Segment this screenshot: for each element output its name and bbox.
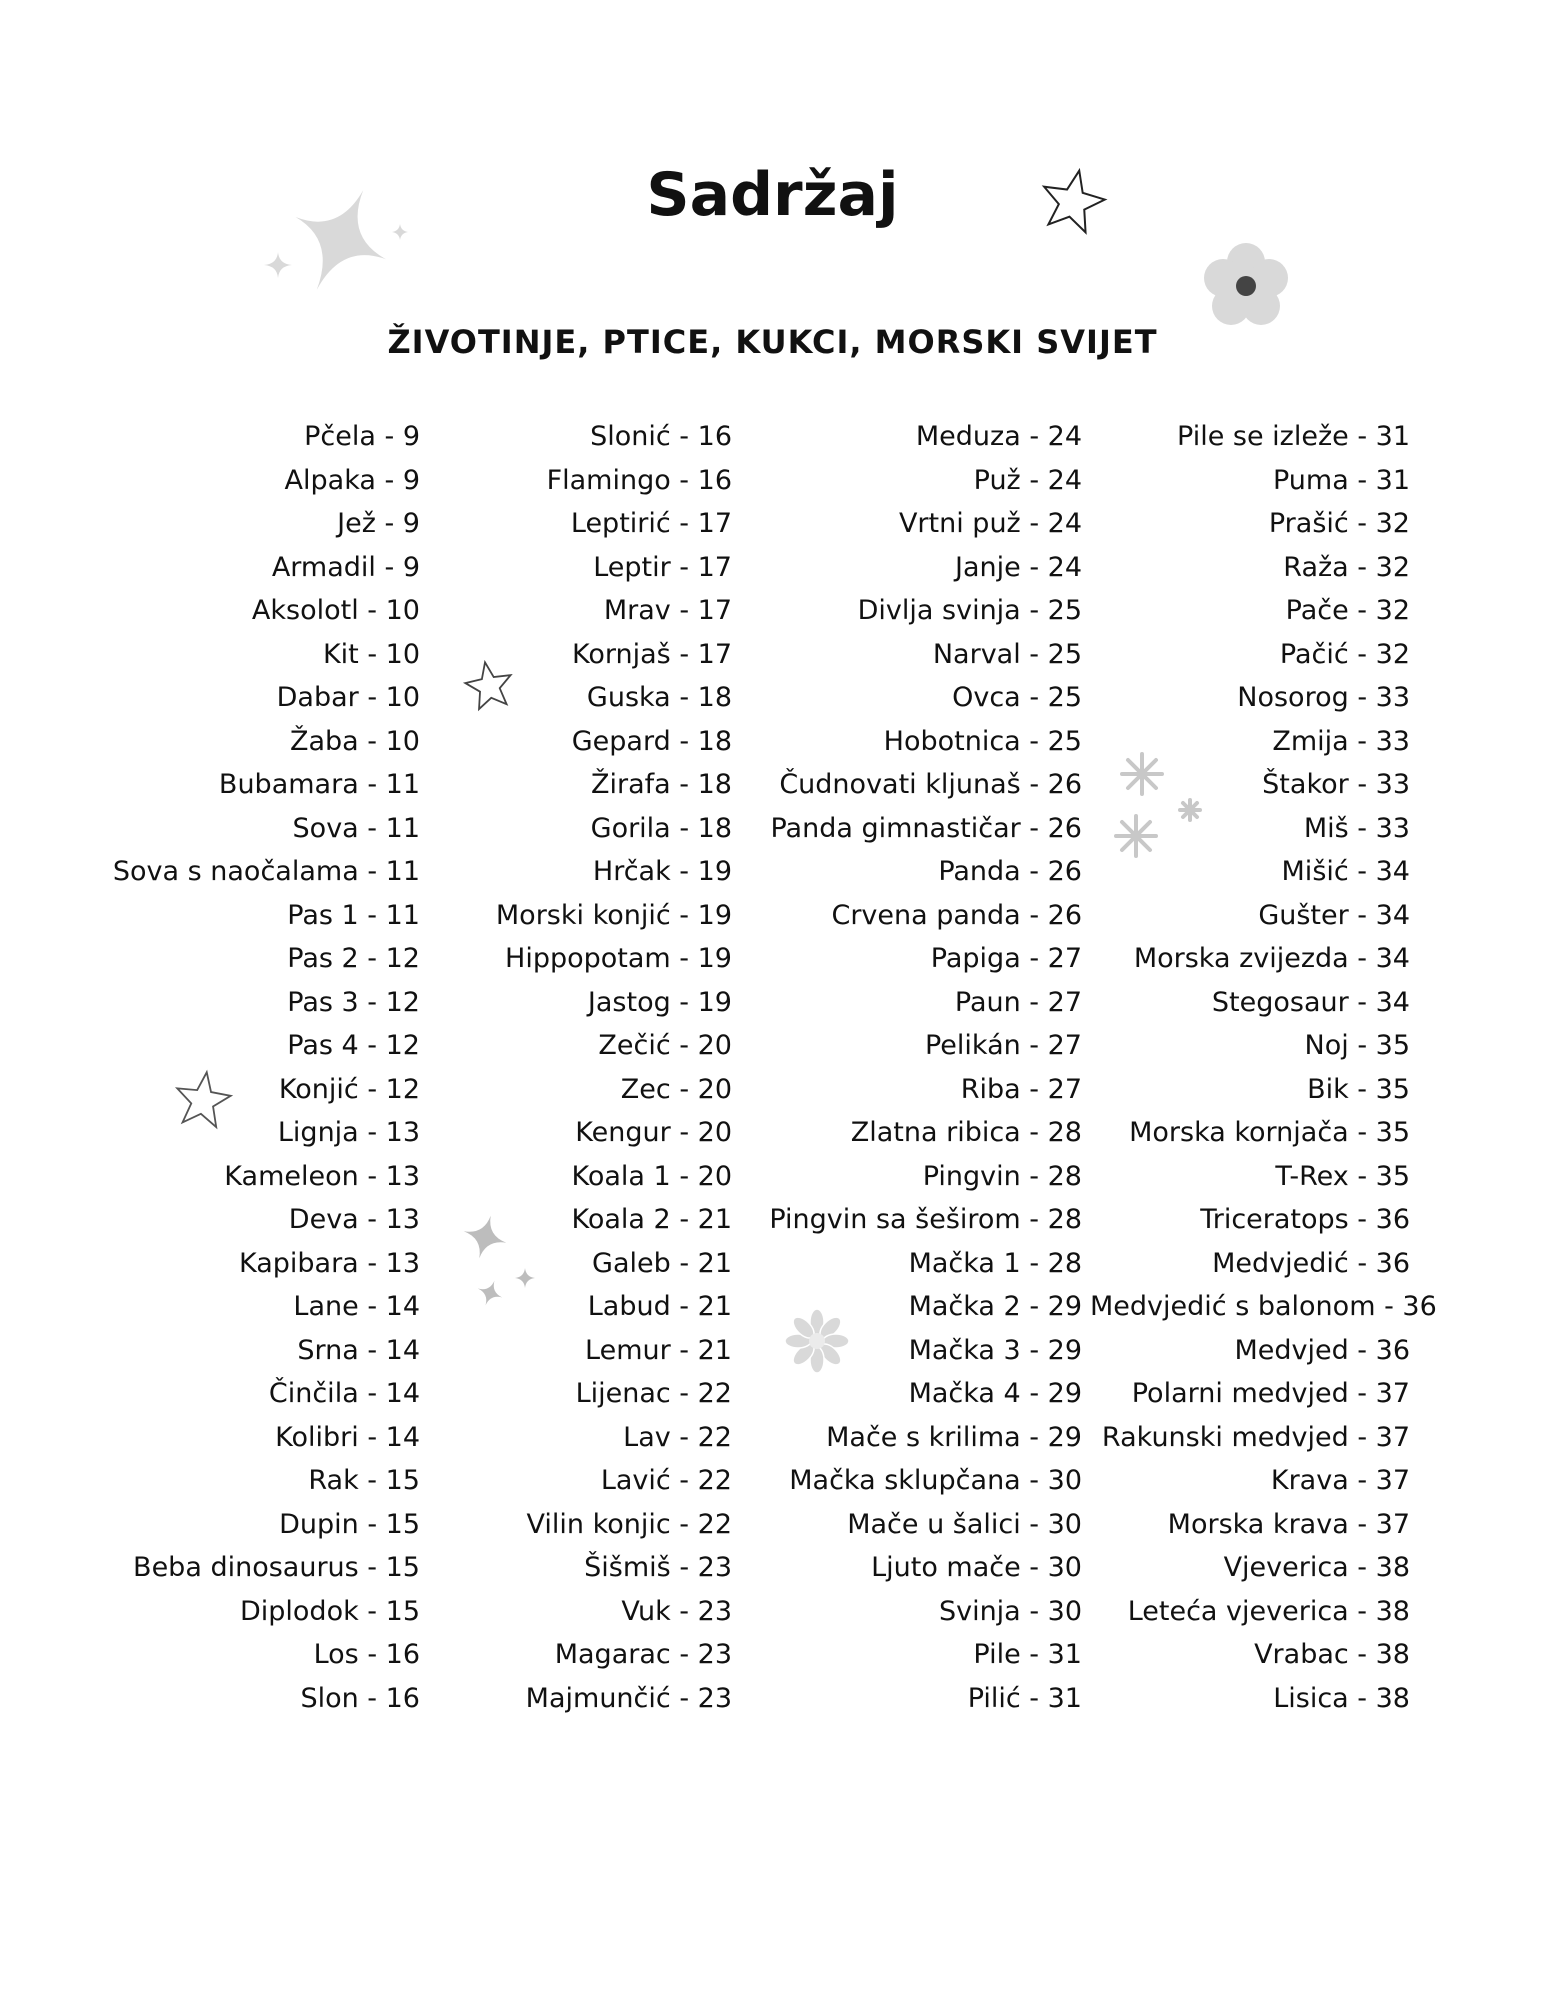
contents-entry: Papiga - 27 [930, 943, 1082, 974]
contents-entry: Vrtni puž - 24 [898, 508, 1082, 539]
contents-entry: Medvjed - 36 [1234, 1334, 1410, 1366]
contents-entry: Lijenac - 22 [575, 1378, 732, 1409]
contents-entry: Miš - 33 [1303, 812, 1410, 844]
contents-column-2 [440, 415, 732, 1720]
contents-entry: Pile - 31 [973, 1639, 1082, 1670]
contents-entry: Pačić - 32 [1279, 638, 1410, 670]
contents-entry: Kameleon - 13 [224, 1160, 420, 1192]
contents-entry: Lav - 22 [623, 1421, 732, 1453]
contents-entry: Hobotnica - 25 [883, 725, 1082, 757]
contents-entry: Alpaka - 9 [284, 464, 420, 496]
flower-icon [1200, 240, 1292, 332]
contents-entry: Panda gimnastičar - 26 [770, 812, 1082, 844]
contents-entry: Armadil - 9 [271, 551, 420, 583]
contents-entry: Dabar - 10 [276, 682, 420, 713]
contents-entry: Puž - 24 [973, 464, 1082, 496]
contents-entry: Bik - 35 [1307, 1073, 1410, 1105]
contents-entry: Pingvin sa šeširom - 28 [769, 1204, 1082, 1235]
sparkle-icon [455, 1210, 545, 1330]
contents-entry: Janje - 24 [955, 551, 1082, 583]
contents-entry: Lemur - 21 [585, 1334, 732, 1366]
contents-entry: Pas 1 - 11 [287, 899, 420, 931]
contents-entry: Stegosaur - 34 [1211, 986, 1410, 1018]
contents-entry: Kit - 10 [322, 638, 420, 670]
contents-entry: Vuk - 23 [621, 1595, 732, 1627]
contents-entry: Majmunčić - 23 [525, 1682, 732, 1714]
contents-entry: Pače - 32 [1285, 595, 1410, 626]
contents-entry: Labud - 21 [587, 1291, 732, 1322]
contents-entry: Jastog - 19 [587, 986, 732, 1018]
contents-entry: Polarni medvjed - 37 [1131, 1378, 1410, 1409]
page-title: Sadržaj [646, 160, 899, 230]
contents-entry: Magarac - 23 [554, 1639, 732, 1670]
contents-entry: Mače u šalici - 30 [847, 1508, 1082, 1540]
contents-entry: Panda - 26 [938, 856, 1082, 887]
star-outline-icon [172, 1068, 234, 1130]
section-title: ŽIVOTINJE, PTICE, KUKCI, MORSKI SVIJET [387, 323, 1158, 361]
contents-entry: Lignja - 13 [277, 1117, 420, 1148]
contents-entry: Gušter - 34 [1258, 899, 1410, 931]
star-outline-icon [462, 658, 516, 712]
contents-entry: Narval - 25 [932, 638, 1082, 670]
sparkle-icon [250, 180, 420, 300]
contents-entry: Meduza - 24 [915, 421, 1082, 452]
contents-entry: Čudnovati kljunaš - 26 [779, 769, 1082, 800]
contents-entry: Crvena panda - 26 [831, 899, 1082, 931]
contents-entry: Sova s naočalama - 11 [112, 856, 420, 887]
contents-entry: Pingvin - 28 [922, 1160, 1082, 1192]
contents-column-1 [100, 415, 420, 1720]
contents-entry: Galeb - 21 [592, 1247, 732, 1279]
contents-entry: Šišmiš - 23 [584, 1552, 732, 1583]
contents-entry: T-Rex - 35 [1275, 1160, 1410, 1192]
contents-entry: Leptirić - 17 [570, 508, 732, 539]
contents-entry: Los - 16 [313, 1639, 420, 1670]
contents-entry: Prašić - 32 [1268, 508, 1410, 539]
contents-entry: Flamingo - 16 [546, 464, 732, 496]
contents-entry: Guska - 18 [586, 682, 732, 713]
contents-entry: Krava - 37 [1270, 1465, 1410, 1496]
contents-entry: Morska krava - 37 [1167, 1508, 1410, 1540]
contents-entry: Gorila - 18 [590, 812, 732, 844]
contents-column-3 [752, 415, 1082, 1720]
daisy-icon [784, 1308, 850, 1374]
contents-entry: Vrabac - 38 [1254, 1639, 1410, 1670]
contents-entry: Kengur - 20 [575, 1117, 732, 1148]
contents-entry: Lisica - 38 [1273, 1682, 1410, 1714]
contents-entry: Diplodok - 15 [239, 1595, 420, 1627]
contents-entry: Pas 3 - 12 [287, 986, 420, 1018]
contents-entry: Riba - 27 [960, 1073, 1082, 1105]
contents-entry: Konjić - 12 [278, 1073, 420, 1105]
contents-entry: Štakor - 33 [1262, 769, 1410, 800]
contents-entry: Divlja svinja - 25 [857, 595, 1082, 626]
contents-entry: Mrav - 17 [603, 595, 732, 626]
contents-entry: Raža - 32 [1283, 551, 1410, 583]
contents-entry: Koala 1 - 20 [571, 1160, 732, 1192]
contents-entry: Jež - 9 [337, 508, 420, 539]
contents-entry: Pile se izleže - 31 [1177, 421, 1410, 452]
contents-entry: Vjeverica - 38 [1223, 1552, 1410, 1583]
contents-entry: Činčila - 14 [268, 1378, 420, 1409]
contents-entry: Ovca - 25 [952, 682, 1082, 713]
contents-entry: Beba dinosaurus - 15 [133, 1552, 420, 1583]
contents-entry: Gepard - 18 [571, 725, 732, 757]
contents-entry: Rakunski medvjed - 37 [1101, 1421, 1410, 1453]
contents-entry: Lavić - 22 [600, 1465, 732, 1496]
contents-entry: Noj - 35 [1304, 1030, 1410, 1061]
contents-entry: Srna - 14 [297, 1334, 420, 1366]
contents-entry: Mačka sklupčana - 30 [789, 1465, 1082, 1496]
contents-entry: Mače s krilima - 29 [826, 1421, 1082, 1453]
contents-entry: Bubamara - 11 [218, 769, 420, 800]
contents-entry: Zlatna ribica - 28 [850, 1117, 1082, 1148]
contents-entry: Leteća vjeverica - 38 [1127, 1595, 1410, 1627]
contents-column-4 [1090, 415, 1437, 1720]
contents-entry: Žaba - 10 [290, 725, 420, 757]
contents-entry: Mačka 4 - 29 [908, 1378, 1082, 1409]
contents-entry: Vilin konjic - 22 [526, 1508, 732, 1540]
contents-entry: Dupin - 15 [279, 1508, 420, 1540]
contents-entry: Zmija - 33 [1272, 725, 1410, 757]
contents-entry: Medvjedić s balonom - 36 [1090, 1291, 1437, 1322]
contents-entry: Slon - 16 [300, 1682, 420, 1714]
contents-entry: Mačka 2 - 29 [908, 1291, 1082, 1322]
contents-entry: Lane - 14 [293, 1291, 420, 1322]
contents-entry: Zečić - 20 [598, 1030, 732, 1061]
contents-entry: Deva - 13 [288, 1204, 420, 1235]
contents-entry: Slonić - 16 [590, 421, 732, 452]
contents-entry: Koala 2 - 21 [571, 1204, 732, 1235]
contents-entry: Ljuto mače - 30 [871, 1552, 1082, 1583]
contents-entry: Aksolotl - 10 [251, 595, 420, 626]
contents-entry: Rak - 15 [308, 1465, 420, 1496]
contents-entry: Morska zvijezda - 34 [1133, 943, 1410, 974]
contents-entry: Zec - 20 [620, 1073, 732, 1105]
contents-entry: Mačka 3 - 29 [908, 1334, 1082, 1366]
contents-entry: Kolibri - 14 [275, 1421, 420, 1453]
contents-entry: Medvjedić - 36 [1212, 1247, 1410, 1279]
snowflake-icon [1112, 750, 1202, 870]
contents-entry: Kornjaš - 17 [572, 638, 732, 670]
contents-entry: Pas 4 - 12 [287, 1030, 420, 1061]
contents-entry: Morski konjić - 19 [495, 899, 732, 931]
contents-entry: Pilić - 31 [967, 1682, 1082, 1714]
contents-entry: Žirafa - 18 [591, 769, 732, 800]
contents-entry: Mišić - 34 [1281, 856, 1410, 887]
contents-entry: Triceratops - 36 [1200, 1204, 1410, 1235]
contents-entry: Puma - 31 [1272, 464, 1410, 496]
contents-entry: Morska kornjača - 35 [1129, 1117, 1410, 1148]
contents-entry: Kapibara - 13 [238, 1247, 420, 1279]
contents-entry: Sova - 11 [292, 812, 420, 844]
contents-entry: Nosorog - 33 [1237, 682, 1410, 713]
contents-entry: Mačka 1 - 28 [908, 1247, 1082, 1279]
contents-entry: Svinja - 30 [938, 1595, 1082, 1627]
contents-entry: Pčela - 9 [304, 421, 420, 452]
contents-entry: Pas 2 - 12 [287, 943, 420, 974]
contents-entry: Hrčak - 19 [592, 856, 732, 887]
contents-entry: Pelikán - 27 [924, 1030, 1082, 1061]
contents-entry: Paun - 27 [954, 986, 1082, 1018]
contents-entry: Leptir - 17 [593, 551, 732, 583]
contents-entry: Hippopotam - 19 [505, 943, 732, 974]
star-outline-icon [1038, 165, 1108, 235]
